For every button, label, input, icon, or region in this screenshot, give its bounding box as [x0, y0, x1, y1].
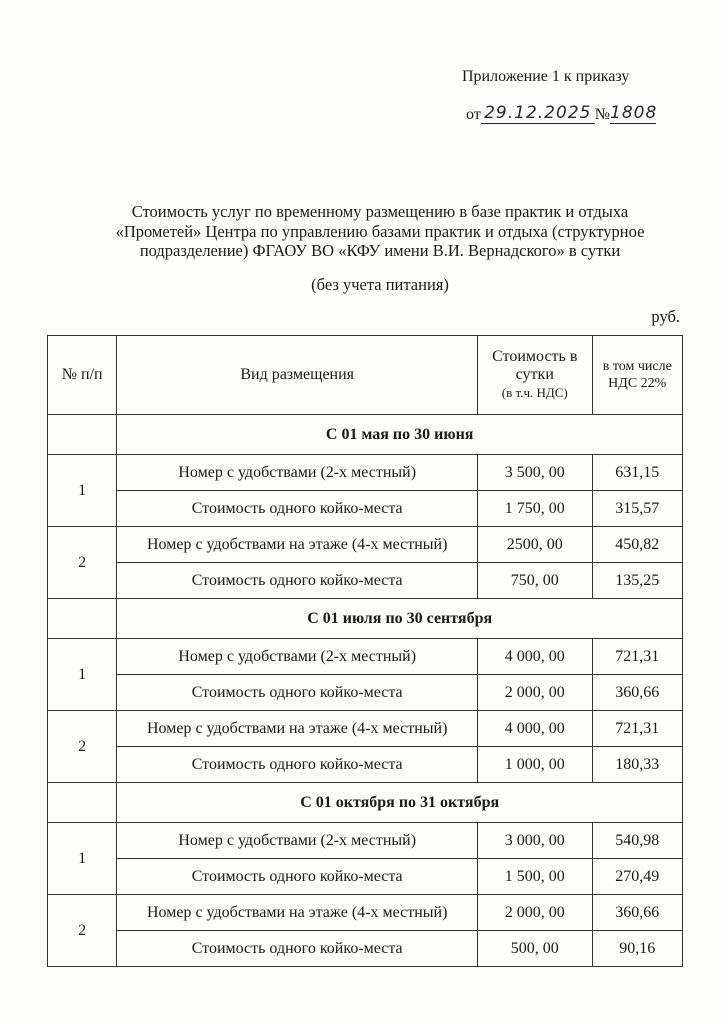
order-line — [466, 104, 656, 124]
row-number: 1 — [48, 639, 117, 711]
order-date-field — [481, 104, 595, 124]
vat-amount: 631,15 — [592, 455, 682, 491]
daily-cost: 4 000, 00 — [478, 711, 593, 747]
price-table — [47, 335, 683, 967]
vat-amount: 450,82 — [592, 527, 682, 563]
accommodation-type: Стоимость одного койко-места — [117, 491, 478, 527]
title-line-1: Стоимость услуг по временному размещению в базе практик и отдыха — [131, 202, 629, 221]
vat-amount: 540,98 — [592, 823, 682, 859]
accommodation-type: Стоимость одного койко-места — [117, 675, 478, 711]
table-header-row — [48, 336, 683, 415]
period-empty-cell — [48, 415, 117, 455]
title-line-2: «Прометей» Центра по управлению базами практик и отдыха (структурное — [115, 221, 645, 241]
table-row — [48, 639, 683, 675]
vat-amount: 721,31 — [592, 711, 682, 747]
accommodation-type: Стоимость одного койко-места — [117, 563, 478, 599]
accommodation-type: Стоимость одного койко-места — [117, 931, 478, 967]
order-number-handwritten: 1808 — [610, 103, 658, 123]
period-label: С 01 мая по 30 июня — [117, 415, 683, 455]
period-empty-cell — [48, 783, 117, 823]
accommodation-type: Стоимость одного койко-места — [117, 859, 478, 895]
header-type: Вид размещения — [117, 336, 478, 415]
accommodation-type: Номер с удобствами (2-х местный) — [117, 639, 478, 675]
table-row — [48, 675, 683, 711]
table-body — [48, 415, 683, 967]
table-row — [48, 823, 683, 859]
table-row — [48, 455, 683, 491]
currency-label: руб. — [651, 307, 680, 326]
header-vat-line-2: НДС 22% — [608, 376, 667, 391]
table-row — [48, 711, 683, 747]
accommodation-type: Номер с удобствами (2-х местный) — [117, 455, 478, 491]
accommodation-type: Номер с удобствами на этаже (4-х местный) — [117, 527, 478, 563]
table-row — [48, 859, 683, 895]
row-number: 1 — [48, 455, 117, 527]
period-label: С 01 октября по 31 октября — [117, 783, 683, 823]
period-row — [48, 783, 683, 823]
table-row — [48, 491, 683, 527]
period-row — [48, 415, 683, 455]
table-row — [48, 895, 683, 931]
row-number: 2 — [48, 711, 117, 783]
header-vat — [592, 336, 682, 415]
daily-cost: 2 000, 00 — [478, 675, 593, 711]
header-cost — [478, 336, 593, 415]
daily-cost: 1 500, 00 — [478, 859, 593, 895]
order-date-handwritten: 29.12.2025 — [484, 103, 592, 123]
table-row — [48, 527, 683, 563]
daily-cost: 3 500, 00 — [478, 455, 593, 491]
vat-amount: 315,57 — [592, 491, 682, 527]
daily-cost: 1 000, 00 — [478, 747, 593, 783]
period-empty-cell — [48, 599, 117, 639]
row-number: 2 — [48, 527, 117, 599]
vat-amount: 360,66 — [592, 895, 682, 931]
vat-amount: 360,66 — [592, 675, 682, 711]
daily-cost: 2 000, 00 — [478, 895, 593, 931]
daily-cost: 750, 00 — [478, 563, 593, 599]
order-number-label: № — [594, 106, 611, 123]
header-vat-line-1: в том числе — [602, 359, 672, 374]
table-row — [48, 747, 683, 783]
vat-amount: 721,31 — [592, 639, 682, 675]
accommodation-type: Номер с удобствами на этаже (4-х местный) — [117, 895, 478, 931]
order-prefix: от — [466, 106, 481, 123]
row-number: 2 — [48, 895, 117, 967]
daily-cost: 2500, 00 — [478, 527, 593, 563]
document-title — [100, 202, 660, 261]
vat-amount: 135,25 — [592, 563, 682, 599]
header-cost-note: (в т.ч. НДС) — [501, 385, 568, 400]
period-label: С 01 июля по 30 сентября — [117, 599, 683, 639]
period-row — [48, 599, 683, 639]
vat-amount: 180,33 — [592, 747, 682, 783]
appendix-label: Приложение 1 к приказу — [462, 68, 630, 85]
header-cost-label: Стоимость в сутки — [492, 348, 578, 383]
vat-amount: 90,16 — [592, 931, 682, 967]
document-subtitle: (без учета питания) — [311, 275, 449, 294]
accommodation-type: Стоимость одного койко-места — [117, 747, 478, 783]
daily-cost: 500, 00 — [478, 931, 593, 967]
vat-amount: 270,49 — [592, 859, 682, 895]
accommodation-type: Номер с удобствами (2-х местный) — [117, 823, 478, 859]
table-row — [48, 563, 683, 599]
table-row — [48, 931, 683, 967]
daily-cost: 4 000, 00 — [478, 639, 593, 675]
row-number: 1 — [48, 823, 117, 895]
order-number-field — [610, 104, 656, 124]
title-line-3: подразделение) ФГАОУ ВО «КФУ имени В.И. Вернадского» в сутки — [139, 241, 621, 260]
daily-cost: 3 000, 00 — [478, 823, 593, 859]
header-num: № п/п — [48, 336, 117, 415]
accommodation-type: Номер с удобствами на этаже (4-х местный) — [117, 711, 478, 747]
daily-cost: 1 750, 00 — [478, 491, 593, 527]
